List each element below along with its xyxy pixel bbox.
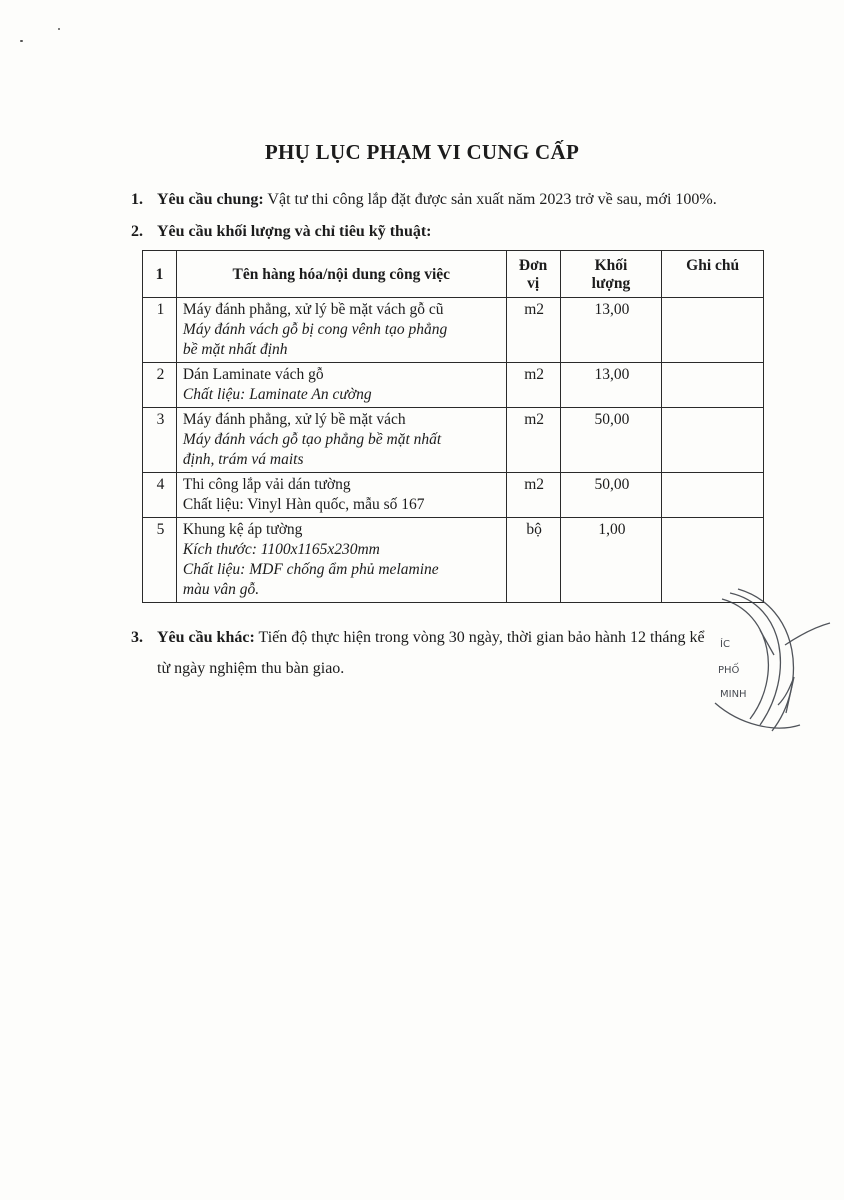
row-unit: m2: [506, 363, 560, 408]
row-note: [662, 473, 764, 518]
table-row: [143, 298, 764, 363]
row-unit: m2: [506, 473, 560, 518]
stamp-seal: [690, 585, 840, 740]
header-unit-line: vị: [527, 275, 540, 292]
row-line: Máy đánh phẳng, xử lý bề mặt vách: [182, 411, 406, 428]
section-1-number: 1.: [131, 191, 143, 208]
section-3-heading: Yêu cầu khác:: [157, 629, 255, 646]
row-line: Chất liệu: Laminate An cường: [182, 386, 372, 403]
header-note: Ghi chú: [662, 251, 764, 298]
row-line: Máy đánh vách gỗ bị cong vênh tạo phẳng: [182, 321, 448, 338]
section-3-number: 3.: [131, 629, 143, 646]
row-unit: bộ: [506, 518, 560, 603]
section-3: [131, 628, 705, 648]
section-3-text: Tiến độ thực hiện trong vòng 30 ngày, thời gian bảo hành 12 tháng kể: [258, 629, 705, 646]
row-unit: m2: [506, 408, 560, 473]
row-index: 5: [143, 518, 177, 603]
scan-speck: [58, 28, 60, 30]
section-2: [131, 222, 432, 242]
row-quantity: 13,00: [560, 363, 662, 408]
row-line: Chất liệu: MDF chống ẩm phủ melamine: [182, 561, 439, 578]
row-line: Chất liệu: Vinyl Hàn quốc, mẫu số 167: [182, 496, 425, 513]
row-line: Máy đánh phẳng, xử lý bề mặt vách gỗ cũ: [182, 301, 444, 318]
row-line: Thi công lắp vải dán tường: [182, 476, 351, 493]
section-3-continuation: từ ngày nghiệm thu bàn giao.: [157, 660, 345, 677]
stamp-text: PHỐ: [718, 665, 740, 676]
header-stt: 1: [143, 251, 177, 298]
stamp-text: ÍC: [720, 639, 730, 650]
spec-table: [142, 250, 764, 603]
header-unit-line: Đơn: [518, 257, 548, 274]
header-quantity-line: Khối: [594, 257, 628, 274]
row-quantity: 13,00: [560, 298, 662, 363]
row-quantity: 1,00: [560, 518, 662, 603]
row-description: [176, 408, 506, 473]
document-title: PHỤ LỤC PHẠM VI CUNG CẤP: [264, 140, 580, 164]
row-unit: m2: [506, 298, 560, 363]
stamp-text: MINH: [720, 689, 747, 700]
row-note: [662, 408, 764, 473]
section-2-number: 2.: [131, 223, 143, 240]
section-1: [131, 190, 717, 210]
table-row: [143, 363, 764, 408]
row-quantity: 50,00: [560, 408, 662, 473]
table-row: [143, 518, 764, 603]
row-line: Kích thước: 1100x1165x230mm: [182, 541, 380, 558]
row-description: [176, 473, 506, 518]
header-unit: [506, 251, 560, 298]
scan-speck: [20, 40, 23, 42]
header-item: Tên hàng hóa/nội dung công việc: [176, 251, 506, 298]
header-quantity: [560, 251, 662, 298]
row-note: [662, 363, 764, 408]
table-row: [143, 473, 764, 518]
row-description: [176, 518, 506, 603]
row-index: 3: [143, 408, 177, 473]
row-index: 2: [143, 363, 177, 408]
row-line: Dán Laminate vách gỗ: [182, 366, 324, 383]
row-note: [662, 298, 764, 363]
row-line: màu vân gỗ.: [182, 581, 260, 598]
table-row: [143, 408, 764, 473]
section-1-heading: Yêu cầu chung:: [157, 191, 264, 208]
row-line: định, trám vá maits: [182, 451, 304, 468]
row-description: [176, 363, 506, 408]
row-quantity: 50,00: [560, 473, 662, 518]
table-header-row: [143, 251, 764, 298]
row-line: Khung kệ áp tường: [182, 521, 303, 538]
header-quantity-line: lượng: [591, 275, 631, 292]
row-line: bề mặt nhất định: [182, 341, 288, 358]
row-line: Máy đánh vách gỗ tạo phẳng bề mặt nhất: [182, 431, 442, 448]
row-index: 4: [143, 473, 177, 518]
section-1-text: Vật tư thi công lắp đặt được sản xuất năm 2023 trở về sau, mới 100%.: [267, 191, 717, 208]
row-description: [176, 298, 506, 363]
section-2-heading: Yêu cầu khối lượng và chỉ tiêu kỹ thuật:: [157, 223, 432, 240]
row-index: 1: [143, 298, 177, 363]
